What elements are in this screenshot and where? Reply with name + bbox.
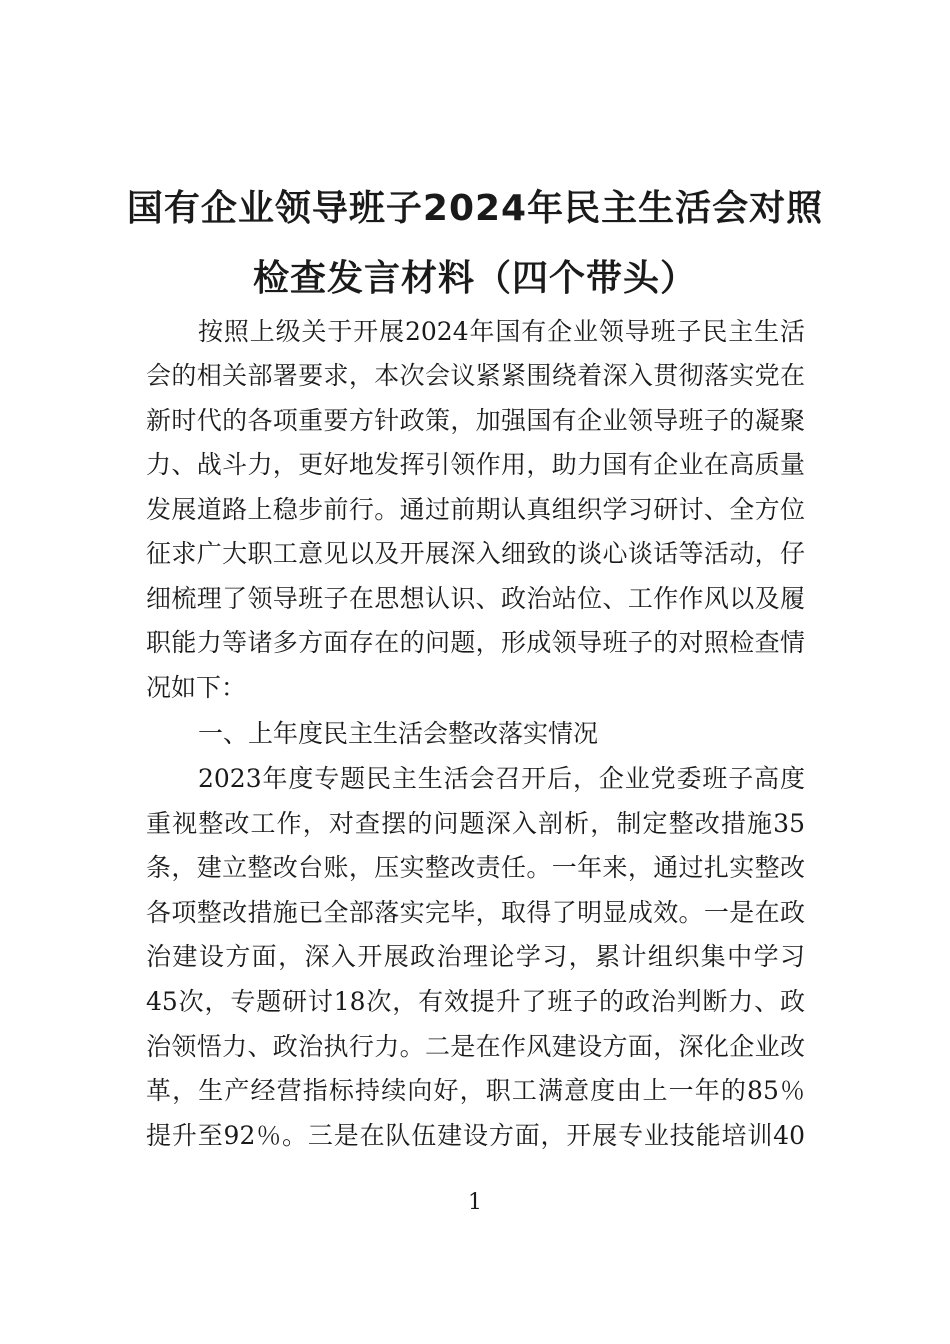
section-heading: 一、上年度民主生活会整改落实情况	[198, 719, 599, 748]
section1-line: 重视整改工作，对查摆的问题深入剖析，制定整改措施35	[146, 809, 805, 838]
section1-line: 革，生产经营指标持续向好，职工满意度由上一年的85％	[146, 1076, 805, 1105]
intro-line: 征求广大职工意见以及开展深入细致的谈心谈话等活动，仔	[146, 539, 805, 568]
page-number: 1	[468, 1190, 482, 1215]
section1-line: 条，建立整改台账，压实整改责任。一年来，通过扎实整改	[146, 853, 805, 882]
intro-line: 细梳理了领导班子在思想认识、政治站位、工作作风以及履	[146, 584, 805, 613]
section1-line: 2023年度专题民主生活会召开后，企业党委班子高度	[198, 764, 805, 793]
section1-line: 治领悟力、政治执行力。二是在作风建设方面，深化企业改	[146, 1032, 805, 1061]
intro-line: 新时代的各项重要方针政策，加强国有企业领导班子的凝聚	[146, 406, 805, 435]
section1-line: 45次，专题研讨18次，有效提升了班子的政治判断力、政	[146, 987, 805, 1016]
intro-line: 发展道路上稳步前行。通过前期认真组织学习研讨、全方位	[146, 495, 805, 524]
intro-line: 会的相关部署要求，本次会议紧紧围绕着深入贯彻落实党在	[146, 361, 805, 390]
section1-line: 提升至92％。三是在队伍建设方面，开展专业技能培训40	[146, 1121, 805, 1150]
section1-line: 各项整改措施已全部落实完毕，取得了明显成效。一是在政	[146, 898, 805, 927]
intro-line: 职能力等诸多方面存在的问题，形成领导班子的对照检查情	[146, 628, 805, 657]
document-title-line-2: 检查发言材料（四个带头）	[252, 258, 697, 299]
intro-line: 按照上级关于开展2024年国有企业领导班子民主生活	[198, 317, 805, 346]
intro-line: 力、战斗力，更好地发挥引领作用，助力国有企业在高质量	[146, 450, 805, 479]
section1-line: 治建设方面，深入开展政治理论学习，累计组织集中学习	[146, 942, 805, 971]
document-title-line-1: 国有企业领导班子2024年民主生活会对照	[126, 188, 824, 229]
intro-line: 况如下：	[146, 673, 247, 702]
